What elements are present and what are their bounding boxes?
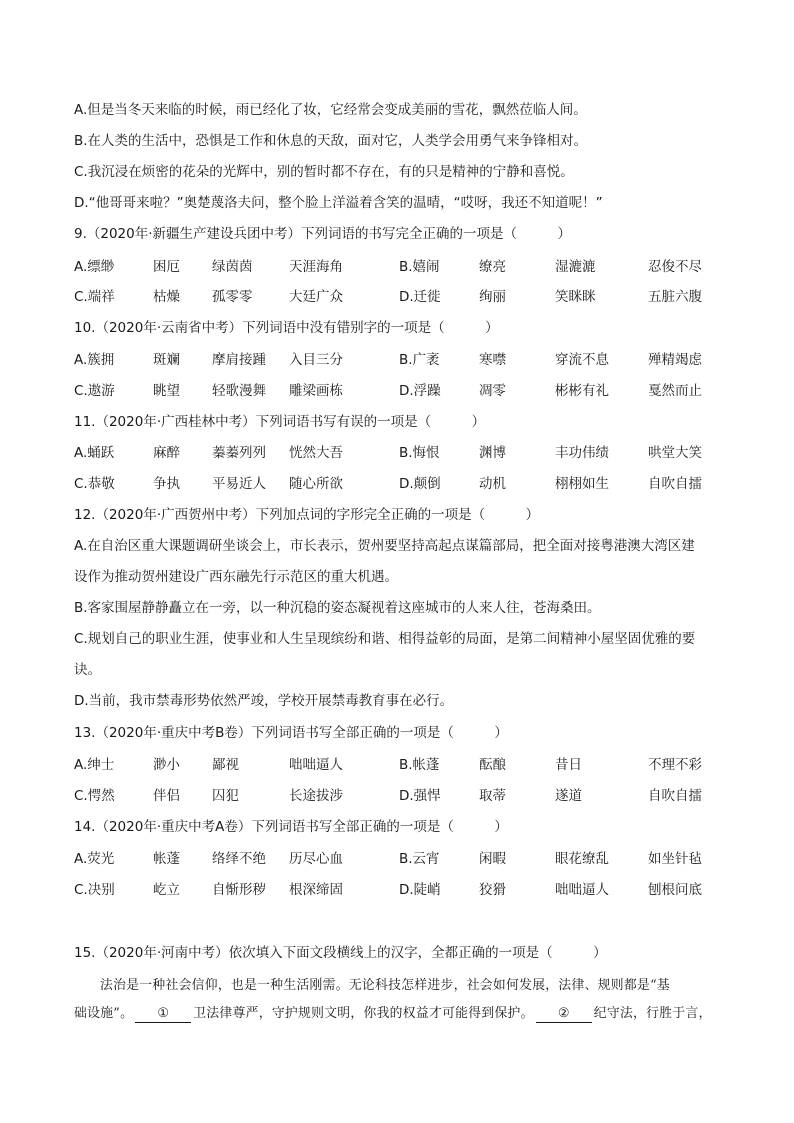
question-12-option-a: A.在自治区重大课题调研坐谈会上，市长表示，贺州要坚持高起点谋篇部局，把全面对接粤港澳大湾区建 bbox=[74, 538, 695, 554]
option-word: 轻歌漫舞 bbox=[212, 383, 266, 399]
option-word: 不理不彩 bbox=[648, 757, 702, 773]
option-d-line: D.“他哥哥来啦？”奥楚蔑洛夫问，整个脸上洋溢着含笑的温晴，“哎呀，我还不知道呢！” bbox=[74, 195, 603, 211]
option-word: 五脏六腹 bbox=[648, 289, 702, 305]
option-word: C.决别 bbox=[74, 882, 115, 898]
option-word: 湿漉漉 bbox=[555, 259, 596, 275]
option-word: 争执 bbox=[153, 476, 180, 492]
option-word: 鄙视 bbox=[212, 757, 239, 773]
fill-in-blank-1: ① bbox=[135, 1006, 191, 1023]
option-word: C.愕然 bbox=[74, 788, 115, 804]
question-12-option-d: D.当前，我市禁毒形势依然严竣，学校开展禁毒教育事在必行。 bbox=[74, 693, 454, 709]
option-word: 戛然而止 bbox=[648, 383, 702, 399]
option-word: 平易近人 bbox=[212, 476, 266, 492]
option-word: 狡猾 bbox=[479, 882, 506, 898]
option-word: 笑眯眯 bbox=[555, 289, 596, 305]
option-word: 动机 bbox=[479, 476, 506, 492]
option-word: 根深缔固 bbox=[289, 882, 343, 898]
option-word: 绚丽 bbox=[479, 289, 506, 305]
option-word: 自吹自擂 bbox=[648, 788, 702, 804]
option-word: 丰功伟绩 bbox=[555, 445, 609, 461]
passage-text: 卫法律尊严，守护规则文明，你我的权益才可能得到保护。 bbox=[193, 1006, 534, 1021]
option-word: 帐蓬 bbox=[153, 851, 180, 867]
option-word: 伴侣 bbox=[153, 788, 180, 804]
option-word: 摩肩接踵 bbox=[212, 352, 266, 368]
option-word: 凋零 bbox=[479, 383, 506, 399]
option-word: 历尽心血 bbox=[289, 851, 343, 867]
option-word: B.广袤 bbox=[399, 352, 440, 368]
option-word: 咄咄逼人 bbox=[555, 882, 609, 898]
question-15-passage-line-2 bbox=[74, 1000, 734, 1028]
option-word: 大廷广众 bbox=[289, 289, 343, 305]
question-11-stem: 11.（2020年·广西桂林中考）下列词语书写有误的一项是（ ） bbox=[74, 414, 486, 430]
option-word: 寒噤 bbox=[479, 352, 506, 368]
option-word: D.迁徙 bbox=[399, 289, 441, 305]
option-word: D.颠倒 bbox=[399, 476, 441, 492]
option-word: 眼花缭乱 bbox=[555, 851, 609, 867]
option-word: 殚精竭虑 bbox=[648, 352, 702, 368]
option-word: 取蒂 bbox=[479, 788, 506, 804]
option-word: 囚犯 bbox=[212, 788, 239, 804]
passage-text: 纪守法，行胜于言， bbox=[593, 1006, 712, 1021]
question-12-stem: 12.（2020年·广西贺州中考）下列加点词的字形完全正确的一项是（ ） bbox=[74, 507, 540, 523]
question-14-stem: 14.（2020年·重庆中考A卷）下列词语书写全部正确的一项是（ ） bbox=[74, 819, 508, 835]
option-word: C.遨游 bbox=[74, 383, 115, 399]
question-12-option-a-cont: 设作为推动贺州建设广西东融先行示范区的重大机遇。 bbox=[74, 569, 398, 585]
option-word: 穿流不息 bbox=[555, 352, 609, 368]
option-word: 刨根问底 bbox=[648, 882, 702, 898]
option-c-line: C.我沉浸在烦密的花朵的光辉中，别的暂时都不存在，有的只是精神的宁静和喜悦。 bbox=[74, 164, 574, 180]
option-word: 蓁蓁列列 bbox=[212, 445, 266, 461]
option-a-line: A.但是当冬天来临的时候，雨已经化了妆，它经常会变成美丽的雪花，飘然莅临人间。 bbox=[74, 102, 587, 118]
question-12-option-c: C.规划自己的职业生涯，使事业和人生呈现缤纷和谐、相得益彰的局面，是第二间精神小屋坚固优雅的要 bbox=[74, 631, 696, 647]
option-word: 渊博 bbox=[479, 445, 506, 461]
option-word: 如坐针毡 bbox=[648, 851, 702, 867]
option-word: D.陡峭 bbox=[399, 882, 441, 898]
option-word: B.云宵 bbox=[399, 851, 440, 867]
option-word: 自吹自擂 bbox=[648, 476, 702, 492]
option-word: 忍俊不尽 bbox=[648, 259, 702, 275]
option-word: A.绅士 bbox=[74, 757, 115, 773]
option-word: B.帐蓬 bbox=[399, 757, 440, 773]
option-b-line: B.在人类的生活中，恐惧是工作和休息的天敌，面对它，人类学会用勇气来争锋相对。 bbox=[74, 133, 588, 149]
option-word: 斑斓 bbox=[153, 352, 180, 368]
option-word: 哄堂大笑 bbox=[648, 445, 702, 461]
option-word: C.恭敬 bbox=[74, 476, 115, 492]
option-word: 彬彬有礼 bbox=[555, 383, 609, 399]
option-word: C.端祥 bbox=[74, 289, 115, 305]
option-word: 孤零零 bbox=[212, 289, 253, 305]
option-word: 麻醉 bbox=[153, 445, 180, 461]
question-12-option-b: B.客家围屋静静矗立在一旁，以一种沉稳的姿态凝视着这座城市的人来人往，苍海桑田。 bbox=[74, 600, 601, 616]
option-word: 缭亮 bbox=[479, 259, 506, 275]
option-word: 入目三分 bbox=[289, 352, 343, 368]
question-12-option-c-cont: 诀。 bbox=[74, 662, 101, 678]
option-word: 眺望 bbox=[153, 383, 180, 399]
option-word: 长途拔涉 bbox=[289, 788, 343, 804]
option-word: 渺小 bbox=[153, 757, 180, 773]
option-word: A.蛹跃 bbox=[74, 445, 115, 461]
option-word: 昔日 bbox=[555, 757, 582, 773]
option-word: 栩栩如生 bbox=[555, 476, 609, 492]
option-word: 雕梁画栋 bbox=[289, 383, 343, 399]
passage-text: 础设施”。 bbox=[74, 1006, 134, 1021]
question-10-stem: 10.（2020年·云南省中考）下列词语中没有错别字的一项是（ ） bbox=[74, 320, 499, 336]
option-word: 咄咄逼人 bbox=[289, 757, 343, 773]
option-word: 天涯海角 bbox=[289, 259, 343, 275]
option-word: 自惭形秽 bbox=[212, 882, 266, 898]
question-13-stem: 13.（2020年·重庆中考B卷）下列词语书写全部正确的一项是（ ） bbox=[74, 725, 508, 741]
option-word: 恍然大吾 bbox=[289, 445, 343, 461]
question-9-stem: 9.（2020年·新疆生产建设兵团中考）下列词语的书写完全正确的一项是（ ） bbox=[74, 226, 572, 242]
option-word: D.强悍 bbox=[399, 788, 441, 804]
option-word: B.悔恨 bbox=[399, 445, 440, 461]
option-word: 遂道 bbox=[555, 788, 582, 804]
option-word: A.荧光 bbox=[74, 851, 115, 867]
option-word: 绿茵茵 bbox=[212, 259, 253, 275]
option-word: 枯燥 bbox=[153, 289, 180, 305]
option-word: A.缥缈 bbox=[74, 259, 115, 275]
question-15-stem: 15.（2020年·河南中考）依次填入下面文段横线上的汉字，全都正确的一项是（ ） bbox=[74, 945, 607, 961]
option-word: 困厄 bbox=[153, 259, 180, 275]
option-word: 屹立 bbox=[153, 882, 180, 898]
option-word: 酝酿 bbox=[479, 757, 506, 773]
option-word: 随心所欲 bbox=[289, 476, 343, 492]
option-word: A.簇拥 bbox=[74, 352, 115, 368]
option-word: B.嬉闹 bbox=[399, 259, 440, 275]
option-word: 闲暇 bbox=[479, 851, 506, 867]
option-word: D.浮躁 bbox=[399, 383, 441, 399]
option-word: 络绎不绝 bbox=[212, 851, 266, 867]
question-15-passage-line-1: 法治是一种社会信仰，也是一种生活刚需。无论科技怎样进步，社会如何发展，法律、规则都是“基 bbox=[100, 978, 671, 993]
fill-in-blank-2: ② bbox=[536, 1006, 592, 1023]
